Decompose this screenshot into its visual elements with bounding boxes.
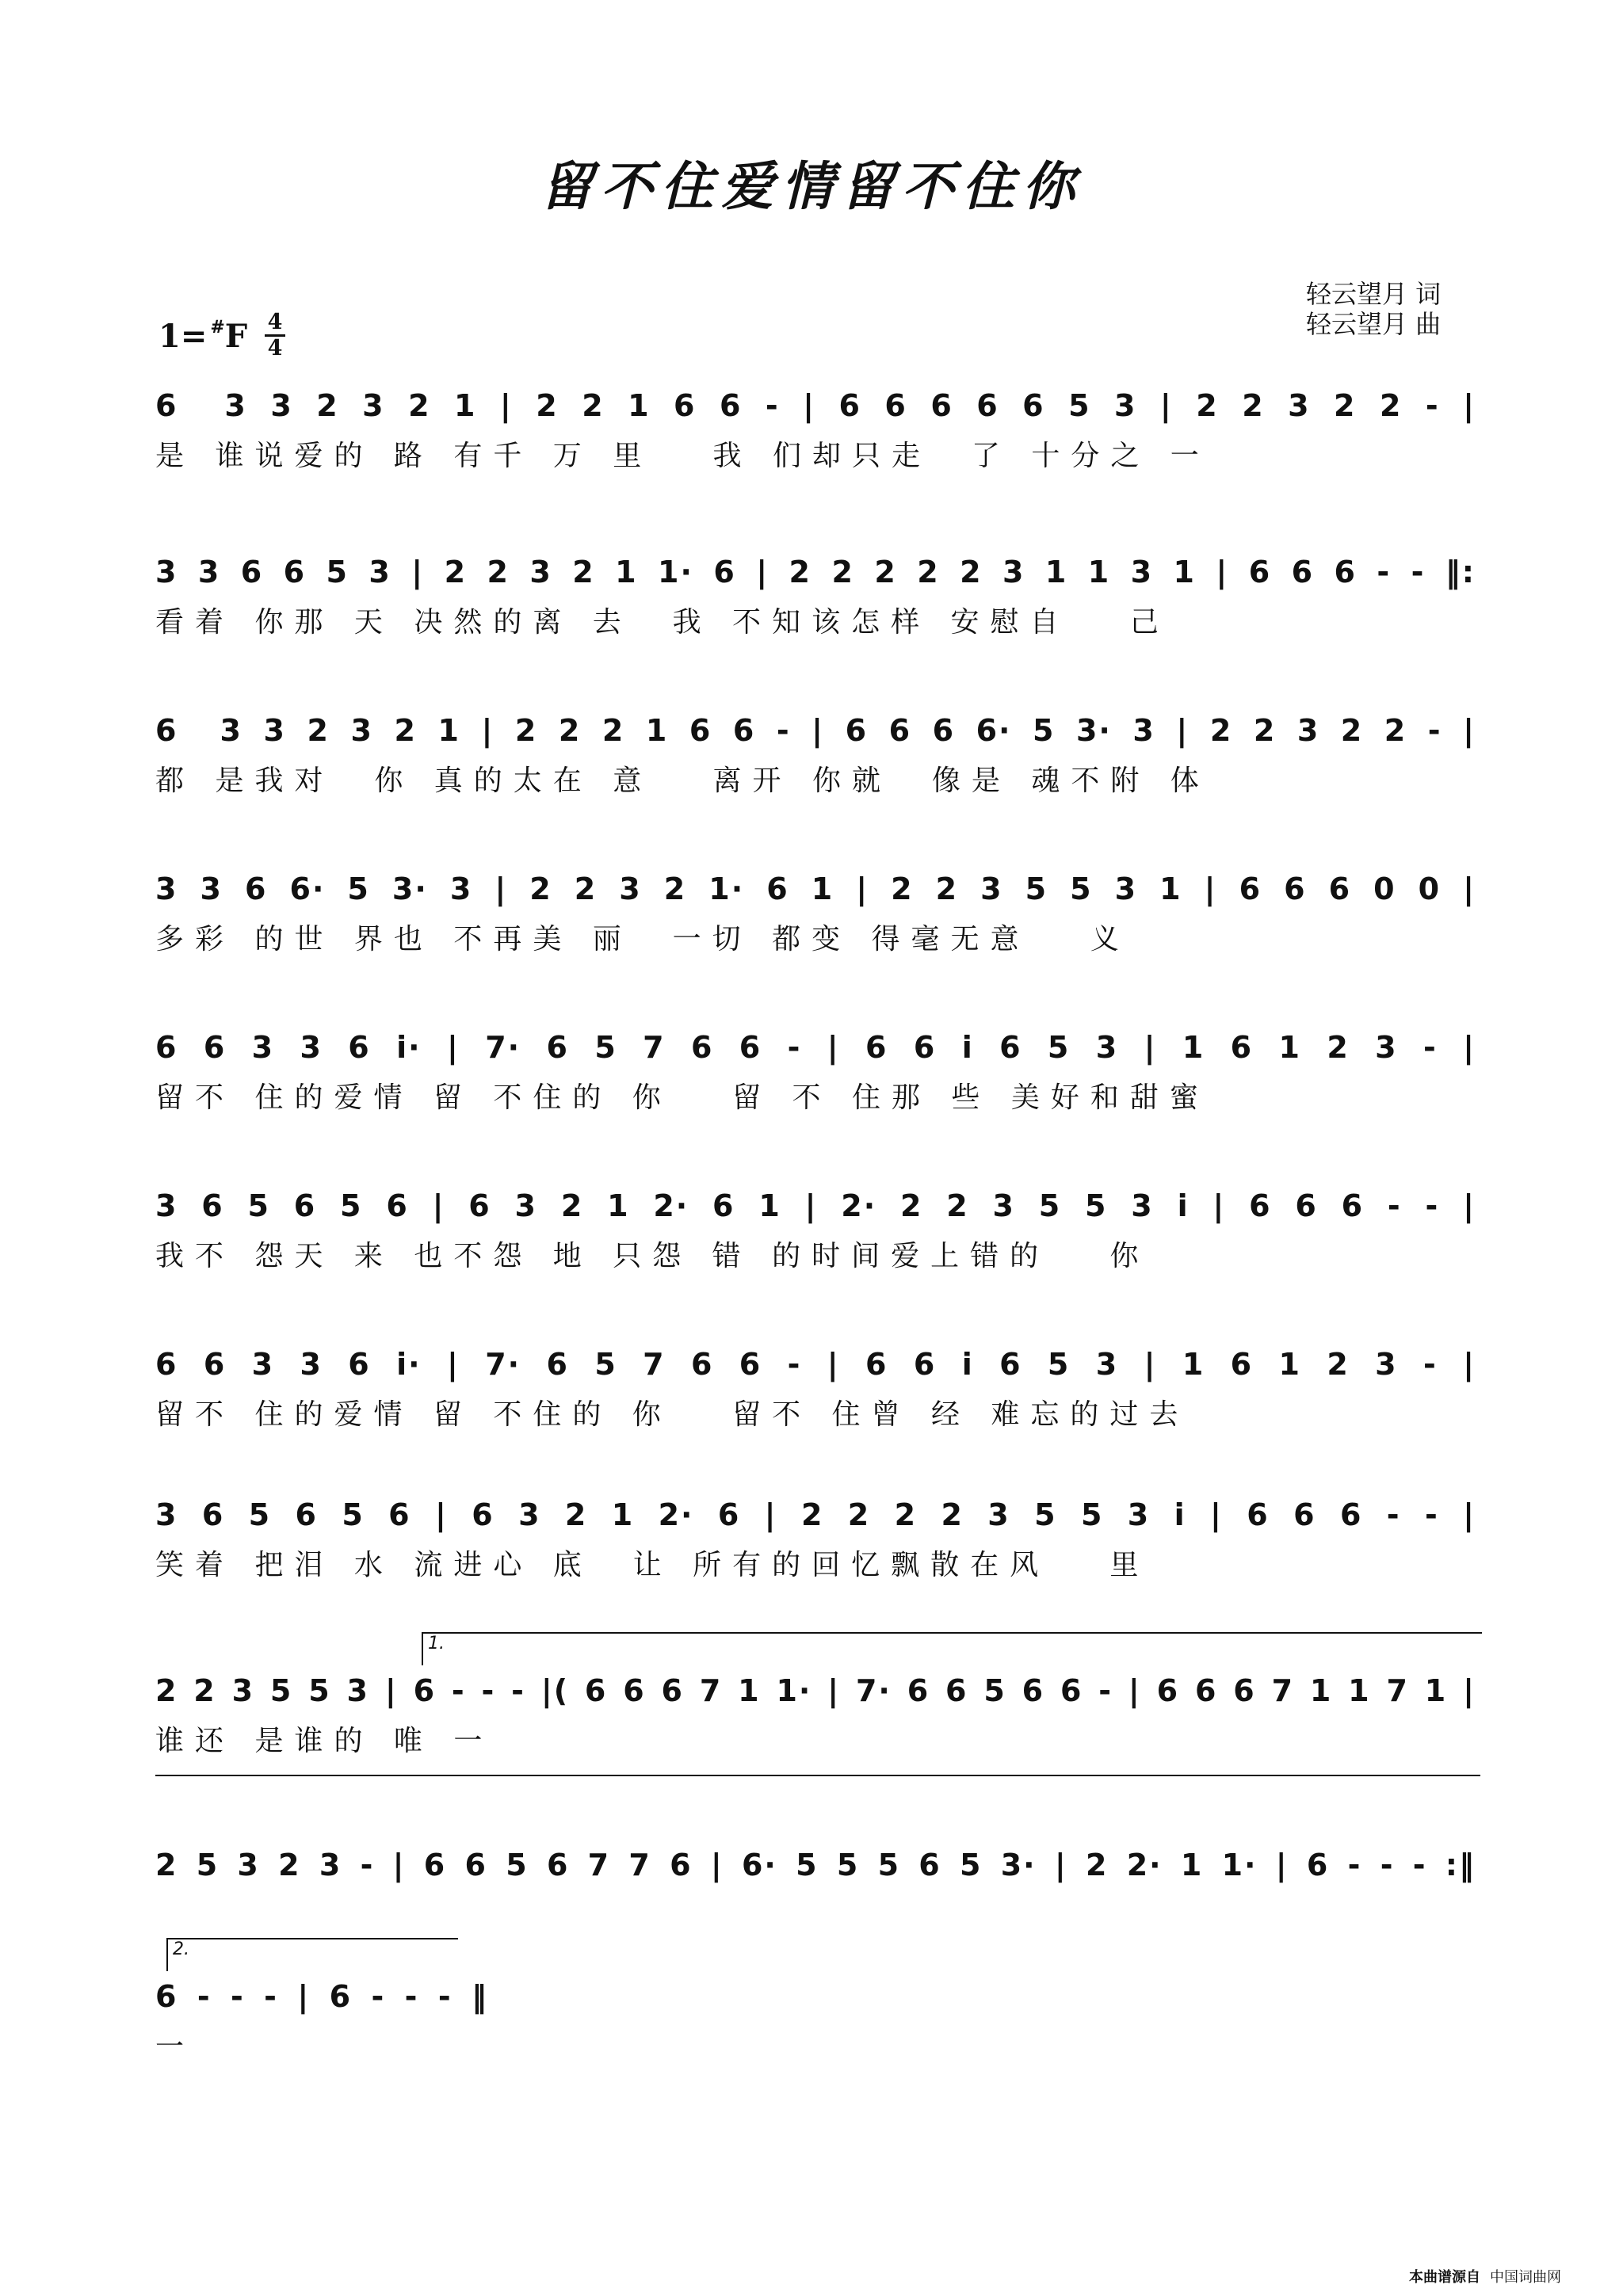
notation-line: 6 3 3 2 3 2 1 | 2 2 1 6 6 - | 6 6 6 6 6 5 3 | 2 2 3 2 2 - | xyxy=(155,388,1476,423)
source-right: 中国词曲网 xyxy=(1490,2269,1561,2286)
notation-line: 3 6 5 6 5 6 | 6 3 2 1 2· 6 | 2 2 2 2 3 5 5 3 i | 6 6 6 - - | xyxy=(155,1497,1476,1532)
repeat-bracket-line xyxy=(155,1775,1480,1805)
lyrics-line: 都 是我对 你 真的太在 意 离开 你就 像是 魂不附 体 xyxy=(155,765,1210,797)
credits xyxy=(1306,279,1441,339)
notation-line: 6 3 3 2 3 2 1 | 2 2 2 1 6 6 - | 6 6 6 6· 5 3· 3 | 2 2 3 2 2 - | xyxy=(155,713,1476,748)
song-title: 留不住爱情留不住你 xyxy=(540,155,1083,217)
notation-line: 2 2 3 5 5 3 | 6 - - - |( 6 6 6 7 1 1· | 7· 6 6 5 6 6 - | 6 6 6 7 1 1 7 1 | xyxy=(155,1673,1476,1708)
score-system xyxy=(155,1840,1476,1890)
lyrics-line: 谁还 是谁的 唯 一 xyxy=(155,1725,494,1757)
lyrics-line: 我不 怨天 来 也不怨 地 只怨 错 的时间爱上错的 你 xyxy=(155,1240,1150,1272)
key-prefix: 1= xyxy=(158,318,208,355)
score-system xyxy=(155,1022,1476,1119)
source-footer xyxy=(1409,2266,1561,2286)
key-signature xyxy=(158,317,247,355)
lyrics-line: 一 xyxy=(155,2031,196,2063)
composer-credit: 轻云望月 曲 xyxy=(1306,309,1442,339)
first-ending-bracket: 1. xyxy=(422,1632,1482,1665)
score-system xyxy=(155,547,1476,643)
sharp-sign: # xyxy=(210,317,225,338)
score-system xyxy=(155,1489,1476,1586)
key-note: F xyxy=(224,318,248,355)
notation-line: 6 6 3 3 6 i· | 7· 6 5 7 6 6 - | 6 6 i 6 5 3 | 1 6 1 2 3 - | xyxy=(155,1347,1476,1382)
meter-top: 4 xyxy=(265,311,285,337)
notation-line: 3 6 5 6 5 6 | 6 3 2 1 2· 6 1 | 2· 2 2 3 5 5 3 i | 6 6 6 - - | xyxy=(155,1188,1476,1223)
score-system xyxy=(155,1180,1476,1277)
lyrics-line: 笑着 把泪 水 流进心 底 让 所有的回忆飘散在风 里 xyxy=(155,1549,1150,1581)
notation-line: 3 3 6 6 5 3 | 2 2 3 2 1 1· 6 | 2 2 2 2 2 3 1 1 3 1 | 6 6 6 - - ‖: xyxy=(155,555,1476,589)
notation-line: 2 5 3 2 3 - | 6 6 5 6 7 7 6 | 6· 5 5 5 6 5 3· | 2 2· 1 1· | 6 - - - :‖ xyxy=(155,1848,1476,1882)
lyrics-line: 多彩 的世 界也 不再美 丽 一切 都变 得毫无意 义 xyxy=(155,923,1130,955)
time-signature xyxy=(265,311,285,360)
score-system xyxy=(155,1665,1476,1762)
score-system xyxy=(155,705,1476,802)
score-system xyxy=(155,380,1476,477)
notation-line: 6 - - - | 6 - - - ‖ xyxy=(155,1979,488,2014)
lyrics-line: 留不 住的爱情 留 不住的 你 留不 住曾 经 难忘的过去 xyxy=(155,1398,1190,1431)
source-left: 本曲谱源自 xyxy=(1409,2269,1480,2286)
lyrics-line: 是 谁说爱的 路 有千 万 里 我 们却只走 了 十分之 一 xyxy=(155,440,1210,472)
score-system xyxy=(155,1339,1476,1436)
lyrics-line: 看着 你那 天 决然的离 去 我 不知该怎样 安慰自 己 xyxy=(155,606,1170,639)
lyricist-credit: 轻云望月 词 xyxy=(1306,279,1442,309)
meter-bottom: 4 xyxy=(267,336,283,360)
score-system xyxy=(155,864,1476,960)
second-ending-bracket: 2. xyxy=(166,1938,458,1971)
notation-line: 3 3 6 6· 5 3· 3 | 2 2 3 2 1· 6 1 | 2 2 3 5 5 3 1 | 6 6 6 0 0 | xyxy=(155,871,1476,906)
notation-line: 6 6 3 3 6 i· | 7· 6 5 7 6 6 - | 6 6 i 6 5 3 | 1 6 1 2 3 - | xyxy=(155,1030,1476,1065)
lyrics-line: 留不 住的爱情 留 不住的 你 留 不 住那 些 美好和甜蜜 xyxy=(155,1081,1209,1114)
score-system xyxy=(155,1971,488,2068)
